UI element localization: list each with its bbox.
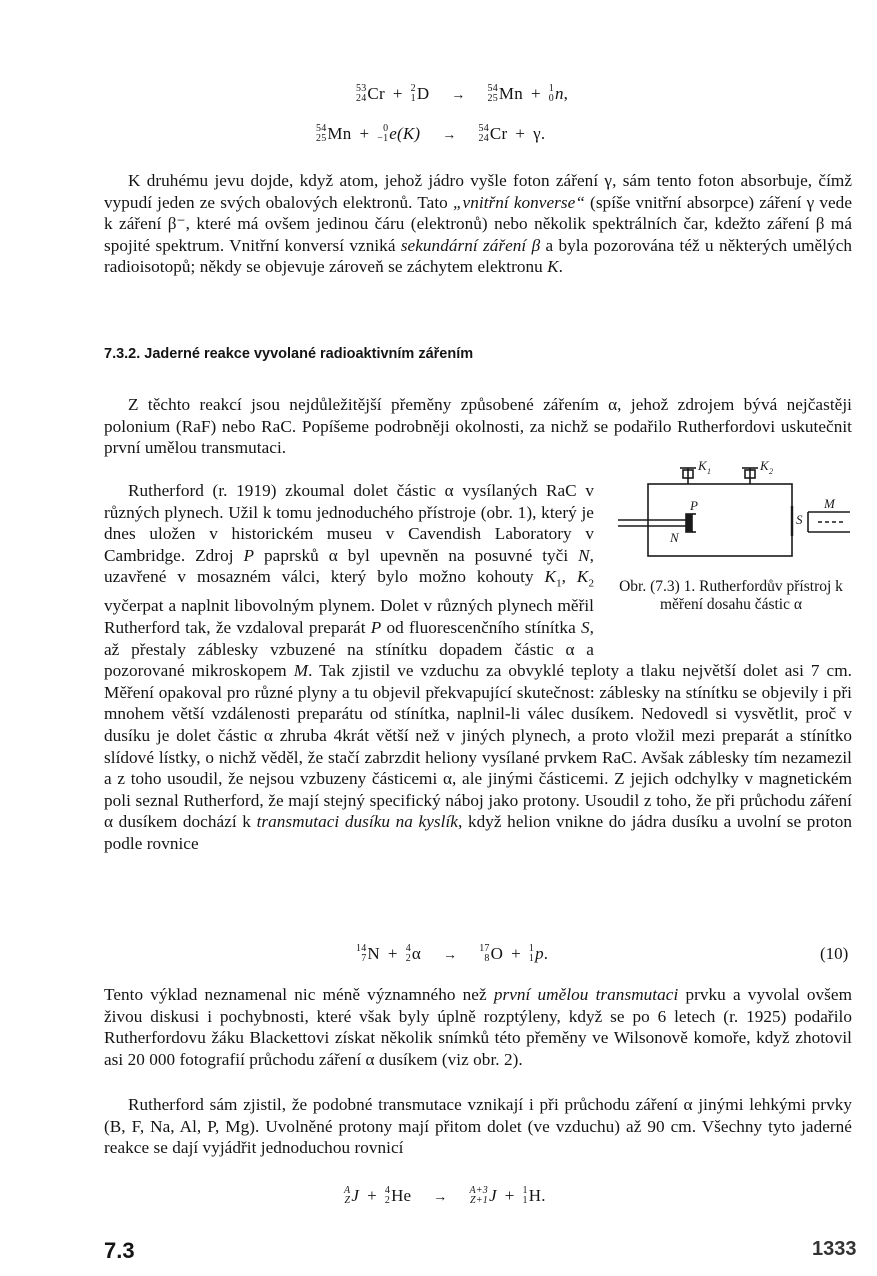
svg-text:1: 1 [707, 467, 711, 476]
figure-caption: Obr. (7.3) 1. Rutherfordův přístroj k měření dosahu částic α [619, 578, 843, 613]
label-n: N [670, 530, 679, 545]
nuclide: A+3 Z+1 J [469, 1185, 497, 1207]
label-k1: K [698, 458, 707, 473]
svg-text:2: 2 [769, 467, 773, 476]
equation-cr-d: 53 24 Cr + 2 1 D → 54 25 Mn + 1 0 n, [356, 83, 569, 105]
nuclide: 14 7 N [356, 943, 380, 965]
equation-number: (10) [820, 944, 849, 963]
section-number: 7.3 [104, 1238, 135, 1263]
nuclide: 1 0 n [548, 83, 564, 105]
section-heading: 7.3.2. Jaderné reakce vyvolané radioaktivním zářením [104, 346, 474, 362]
nuclide: 4 2 α [405, 943, 421, 965]
nuclide: 4 2 He [384, 1185, 412, 1207]
paragraph-alpha-reactions: Z těchto reakcí jsou nejdůležitější přeměny způsobené zářením α, jehož zdrojem bývá nejčastěji polonium (RaF) nebo RaC. Popíšeme podrobněji okolnosti, za nichž se podařilo Rutherfordovi uskutečnit první umělou transmutaci. [104, 395, 852, 458]
nuclide: 2 1 D [410, 83, 430, 105]
nuclide: 1 1 H [522, 1185, 542, 1207]
figure-float-spacer [594, 480, 852, 652]
paragraph-light-elements: Rutherford sám zjistil, že podobné transmutace vznikají i při průchodu záření α jinými lehkými prvky (B, F, Na, Al, P, Mg). Uvolněné protony mají přitom dolet (ve vzduchu) až 90 cm. Všechny tyto jaderné reakce se dají vyjádřit jednoduchou rovnicí [104, 1095, 852, 1158]
nuclide: 1 1 p [528, 943, 544, 965]
paragraph-internal-conversion: K druhému jevu dojde, když atom, jehož jádro vyšle foton záření γ, sám tento foton absorbuje, čímž vypudí jeden ze svých obalových elektronů. Tato „vnitřní konverse“ (spíše vnitřní absorpce) záření γ vede k záření β⁻, které má ovšem jedinou čáru (elektronů) nebo několik spektrálních čar, kdežto záření β má spojité spektrum. Vnitřní konversí vzniká sekundární záření β a byla pozorována též u některých umělých radioisotopů; někdy se objevuje zároveň se záchytem elektronu K. [104, 171, 853, 277]
bleed-through-text [640, 92, 860, 110]
nuclide: 54 25 Mn [487, 83, 523, 105]
equation-general-reaction: A Z J + 4 2 He → A+3 Z+1 J + 1 1 H. [344, 1185, 546, 1207]
label-m: M [824, 496, 835, 511]
page-number: 1333 [812, 1238, 857, 1260]
paragraph-rutherford-experiment: Rutherford (r. 1919) zkoumal dolet částic α vysílaných RaC v různých plynech. Užil k tomu jednoduchého přístroje (obr. 1), který je dnes uložen v historickém museu v Cavendish Laboratory v Cambridge. Zdroj P paprsků α byl upevněn na posuvné tyči N, uzavřené v mosazném válci, který bylo možno kohouty $K_1$, $K_2$ vyčerpat a naplnit libovolným plynem. Dolet v různých plynech měřil Rutherford tak, že vzdaloval preparát P od fluorescenčního stínítka S, až přestaly záblesky vzbuzené na stínítku dopadem částic α a pozorované mikroskopem M. Tak zjistil ve vzduchu za obvyklé teploty a tlaku největší dolet asi 7 cm. Měření opakoval pro různé plyny a tu objevil překvapující skutečnost: záblesky na stínítku se objevily i při mnohem větší vzdálenosti preparátu od stínítka, naplnil-li válec dusíkem. Nedovedl si vysvětlit, proč v dusíku je dolet částic α zhruba 4krát větší než v jiných plynech, a proto vložil mezi preparát a stínítko slídové lístky, o nichž věděl, že stačí zabrzdit heliony vysílané prvkem RaC. Avšak záblesky tím nezamezil a z toho usoudil, že nejsou vzbuzeny částicemi α, ale jinými částicemi. Z jejich odchylky v magnetickém poli seznal Rutherford, že mají stejný specifický náboj jako protony. Usoudil z toho, že při průchodu záření α dusíkem dochází k transmutaci dusíku na kyslík, když helion vnikne do jádra dusíku a uvolní se proton podle rovnice [104, 481, 852, 853]
equation-mn-electron: 54 25 Mn + 0 −1 e(K) → 54 24 Cr + γ. [316, 123, 546, 145]
label-p: P [690, 498, 698, 513]
paragraph-first-transmutation: Tento výklad neznamenal nic méně významného než první umělou transmutaci prvku a vyvolal ovšem živou diskusi i pochybnosti, které však byly úplně rozptýleny, když se po 6 letech (r. 1925) podařilo Rutherfordovu žáku Blackettovi získat několik snímků této přeměny ve Wilsonově komoře, když zhotovil asi 20 000 fotografií průchodu záření α dusíkem (viz obr. 2). [104, 985, 852, 1069]
nuclide: 17 8 O [479, 943, 504, 965]
nuclide: A Z J [344, 1185, 360, 1207]
nuclide: 54 24 Cr [478, 123, 508, 145]
nuclide: 0 −1 e(K) [377, 123, 421, 145]
nuclide: 53 24 Cr [356, 83, 385, 105]
nuclide: 54 25 Mn [316, 123, 352, 145]
label-k2: K [760, 458, 769, 473]
label-s: S [796, 512, 803, 527]
equation-nitrogen-transmutation: 14 7 N + 4 2 α → 17 8 O + 1 1 p. [356, 943, 549, 965]
